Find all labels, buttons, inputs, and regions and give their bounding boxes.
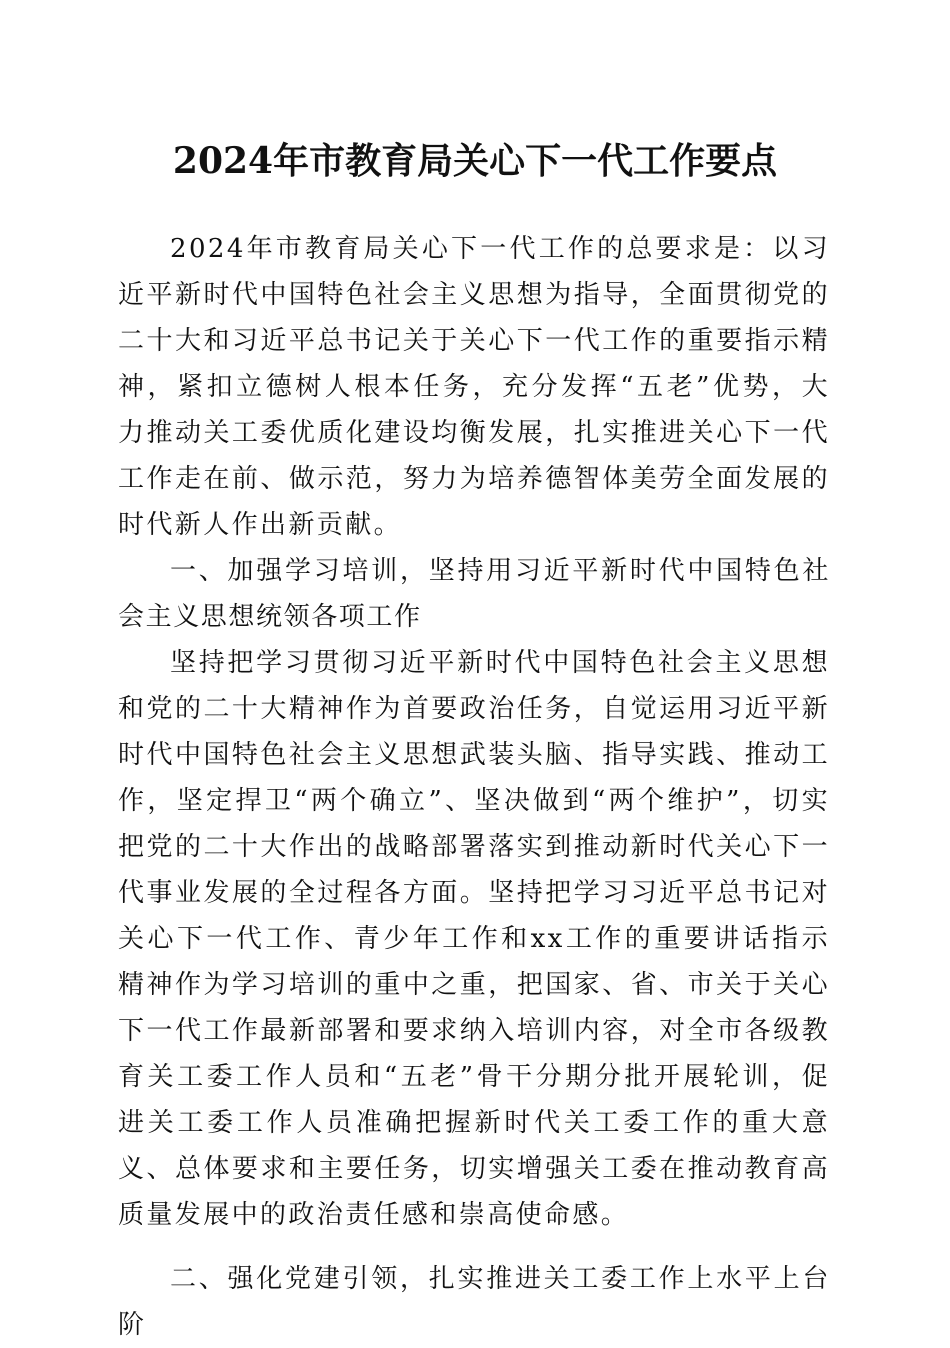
section-1-heading: 一、加强学习培训，坚持用习近平新时代中国特色社会主义思想统领各项工作 (118, 556, 830, 632)
section-2-heading: 二、强化党建引领，扎实推进关工委工作上水平上台阶 (118, 1264, 830, 1340)
document-title: 2024年市教育局关心下一代工作要点 (172, 140, 778, 182)
section-1-paragraph: 坚持把学习贯彻习近平新时代中国特色社会主义思想和党的二十大精神作为首要政治任务，自觉运用习近平新时代中国特色社会主义思想武装头脑、指导实践、推动工作，坚定捍卫“两个确立”、坚决做到“两个维护”，切实把党的二十大作出的战略部署落实到推动新时代关心下一代事业发展的全过程各方面。坚持把学习习近平总书记对关心下一代工作、青少年工作和xx工作的重要讲话指示精神作为学习培训的重中之重，把国家、省、市关于关心下一代工作最新部署和要求纳入培训内容，对全市各级教育关工委工作人员和“五老”骨干分期分批开展轮训，促进关工委工作人员准确把握新时代关工委工作的重大意义、总体要求和主要任务，切实增强关工委在推动教育高质量发展中的政治责任感和崇高使命感。 (118, 648, 830, 1230)
document-body (118, 226, 830, 1348)
intro-paragraph: 2024年市教育局关心下一代工作的总要求是：以习近平新时代中国特色社会主义思想为指导，全面贯彻党的二十大和习近平总书记关于关心下一代工作的重要指示精神，紧扣立德树人根本任务，充分发挥“五老”优势，大力推动关工委优质化建设均衡发展，扎实推进关心下一代工作走在前、做示范，努力为培养德智体美劳全面发展的时代新人作出新贡献。 (118, 234, 830, 540)
